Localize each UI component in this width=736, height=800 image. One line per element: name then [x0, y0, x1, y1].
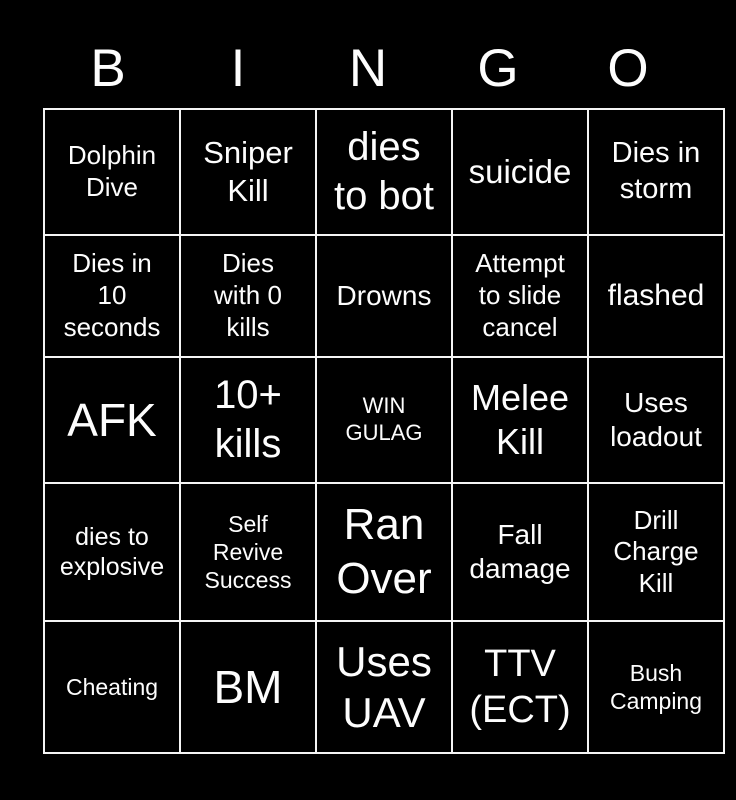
bingo-cell-r5c2[interactable]: [180, 621, 316, 753]
cell-line: Dies in: [611, 137, 701, 170]
cell-line: BM: [213, 660, 283, 713]
bingo-cell-r1c2[interactable]: [180, 109, 316, 235]
bingo-cell-label: [591, 278, 721, 315]
cell-line: cancel: [482, 311, 558, 342]
cell-line: Fall: [497, 518, 543, 550]
cell-line: UAV: [342, 689, 426, 737]
bingo-cell-label: [47, 522, 177, 583]
cell-line: dies: [347, 125, 421, 170]
cell-line: Uses: [336, 637, 432, 685]
bingo-cell-label: [183, 134, 313, 210]
bingo-cell-label: [183, 659, 313, 715]
cell-line: Melee: [470, 377, 570, 419]
bingo-grid: [43, 108, 725, 754]
bingo-cell-label: [47, 140, 177, 203]
bingo-cell-label: [455, 248, 585, 343]
bingo-cell-r5c3[interactable]: [316, 621, 452, 753]
cell-line: TTV: [484, 642, 556, 685]
bingo-cell-r4c2[interactable]: [180, 483, 316, 621]
bingo-cell-label: [319, 123, 449, 221]
bingo-cell-label: [47, 673, 177, 701]
cell-line: WIN: [362, 393, 406, 419]
cell-line: 10: [97, 280, 127, 311]
cell-line: Attempt: [475, 248, 565, 279]
cell-line: loadout: [610, 421, 702, 453]
cell-line: Success: [204, 567, 292, 594]
bingo-cell-label: [591, 659, 721, 715]
bingo-cell-r3c5[interactable]: [588, 357, 724, 483]
cell-line: Dies in: [72, 248, 152, 279]
cell-line: Kill: [495, 421, 544, 463]
bingo-cell-label: [47, 392, 177, 448]
bingo-cell-r1c1[interactable]: [44, 109, 180, 235]
title-letter-o: O: [607, 38, 649, 98]
bingo-cell-r5c5[interactable]: [588, 621, 724, 753]
bingo-cell-label: [319, 393, 449, 447]
cell-line: Camping: [609, 688, 703, 715]
cell-line: flashed: [607, 278, 705, 312]
bingo-row: [44, 235, 724, 358]
bingo-cell-r4c1[interactable]: [44, 483, 180, 621]
cell-line: GULAG: [345, 420, 423, 446]
bingo-cell-r4c3[interactable]: [316, 483, 452, 621]
bingo-cell-r2c3[interactable]: [316, 235, 452, 358]
bingo-cell-label: [47, 248, 177, 343]
bingo-cell-label: [591, 505, 721, 600]
cell-line: suicide: [468, 152, 572, 190]
cell-line: Self: [228, 511, 268, 538]
bingo-cell-r1c4[interactable]: [452, 109, 588, 235]
cell-line: to slide: [478, 280, 562, 311]
bingo-cell-label: [455, 641, 585, 734]
cell-line: Sniper: [203, 135, 293, 171]
cell-line: Drowns: [336, 279, 432, 311]
cell-line: Charge: [613, 536, 699, 567]
bingo-cell-label: [455, 152, 585, 192]
cell-line: Bush: [629, 660, 683, 686]
bingo-cell-r2c5[interactable]: [588, 235, 724, 358]
cell-line: Over: [336, 554, 432, 604]
cell-line: to bot: [333, 173, 435, 218]
cell-line: Dive: [85, 171, 138, 202]
bingo-cell-r2c4[interactable]: [452, 235, 588, 358]
cell-line: (ECT): [469, 689, 571, 732]
cell-line: Drill: [633, 504, 679, 535]
bingo-cell-r5c1[interactable]: [44, 621, 180, 753]
bingo-cell-label: [319, 498, 449, 605]
cell-line: Revive: [212, 539, 284, 566]
bingo-cell-label: [455, 518, 585, 586]
bingo-cell-r2c1[interactable]: [44, 235, 180, 358]
cell-line: Kill: [638, 567, 674, 598]
bingo-cell-r4c4[interactable]: [452, 483, 588, 621]
bingo-cell-r3c3[interactable]: [316, 357, 452, 483]
title-letter-n: N: [348, 38, 388, 98]
bingo-cell-label: [183, 248, 313, 343]
bingo-cell-label: [183, 371, 313, 469]
bingo-cell-r4c5[interactable]: [588, 483, 724, 621]
bingo-cell-label: [183, 510, 313, 594]
bingo-title: [43, 36, 693, 100]
cell-line: Dies: [221, 248, 274, 279]
cell-line: explosive: [59, 553, 165, 582]
bingo-row: [44, 621, 724, 753]
bingo-cell-r3c2[interactable]: [180, 357, 316, 483]
bingo-cell-r1c3[interactable]: [316, 109, 452, 235]
title-letter-i: I: [230, 38, 246, 98]
cell-line: damage: [469, 553, 571, 585]
cell-line: AFK: [67, 394, 157, 447]
cell-line: Kill: [227, 172, 269, 208]
bingo-cell-label: [455, 376, 585, 464]
cell-line: 10+: [214, 373, 282, 418]
bingo-cell-label: [319, 279, 449, 313]
cell-line: Uses: [624, 387, 688, 419]
cell-line: with 0: [214, 280, 282, 311]
cell-line: kills: [226, 311, 270, 342]
cell-line: Ran: [343, 500, 425, 550]
bingo-cell-label: [591, 386, 721, 454]
cell-line: storm: [619, 172, 693, 205]
cell-line: Dolphin: [67, 140, 157, 171]
bingo-row: [44, 109, 724, 235]
bingo-row: [44, 357, 724, 483]
bingo-cell-r1c5[interactable]: [588, 109, 724, 235]
bingo-cell-r2c2[interactable]: [180, 235, 316, 358]
bingo-cell-label: [319, 636, 449, 738]
cell-line: Cheating: [65, 674, 159, 701]
bingo-cell-label: [591, 136, 721, 207]
bingo-cell-r5c4[interactable]: [452, 621, 588, 753]
title-letter-g: G: [477, 38, 519, 98]
bingo-cell-r3c1[interactable]: [44, 357, 180, 483]
bingo-cell-r3c4[interactable]: [452, 357, 588, 483]
cell-line: kills: [214, 422, 282, 467]
bingo-row: [44, 483, 724, 621]
cell-line: dies to: [75, 522, 149, 551]
cell-line: seconds: [63, 311, 161, 342]
title-letter-b: B: [90, 38, 126, 98]
